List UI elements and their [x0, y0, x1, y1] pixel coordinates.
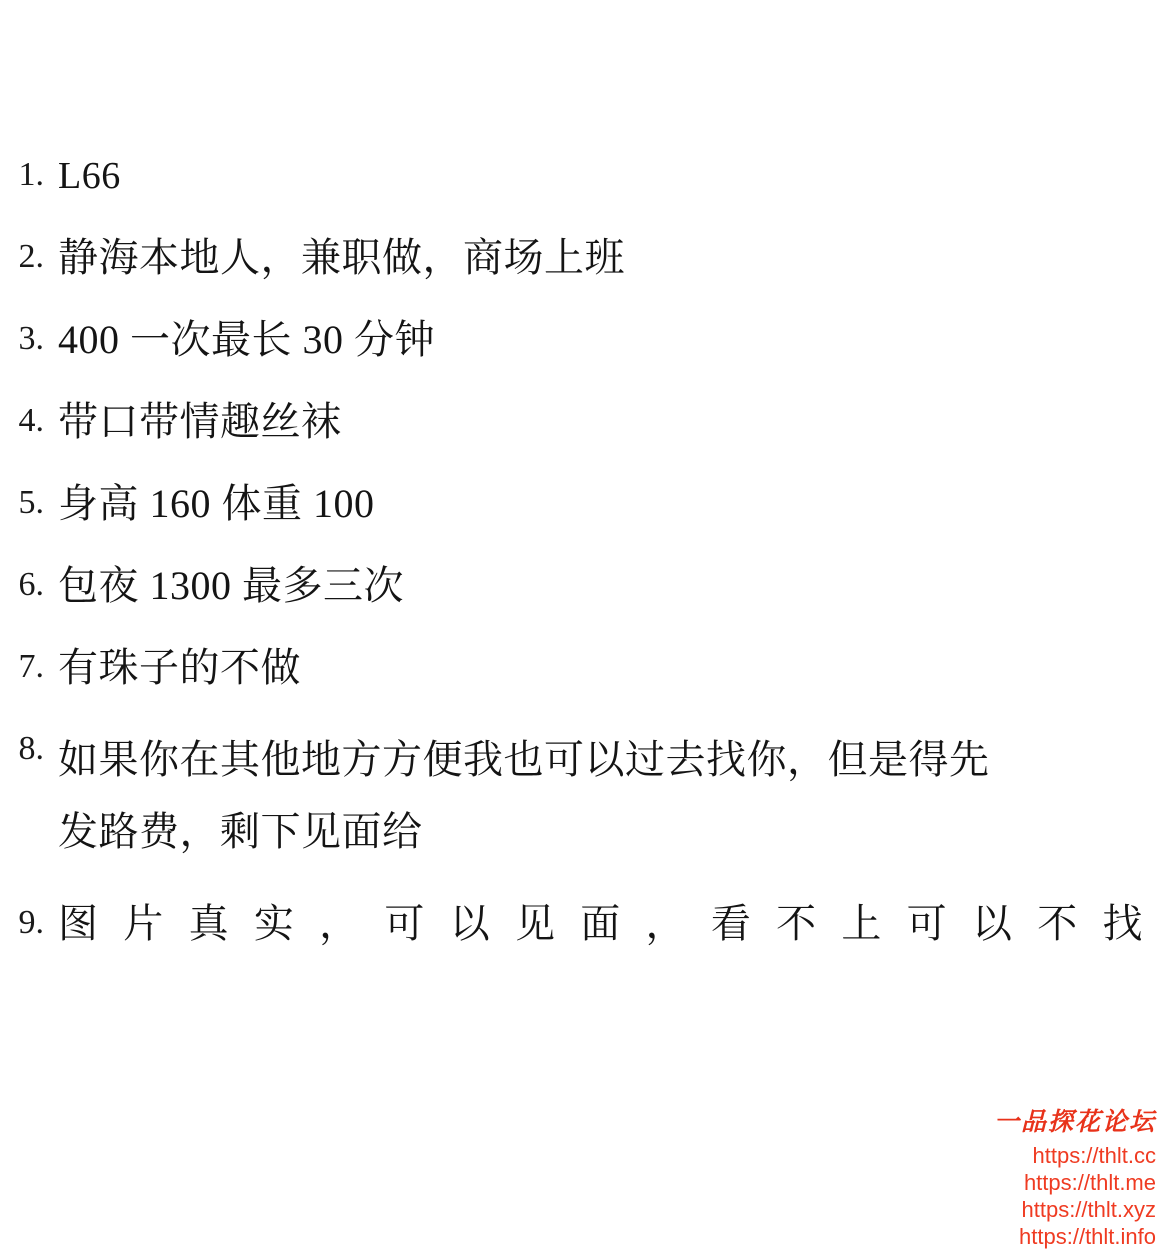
list-item-char: 面: [580, 901, 621, 946]
list-item-text: 带口带情趣丝袜: [58, 399, 342, 444]
list-item-text: 有珠子的不做: [58, 645, 301, 690]
list-item-marker: 1.: [18, 156, 44, 193]
list-item-char: ，: [319, 901, 360, 946]
list-item-char: 找: [1102, 901, 1143, 946]
list-item-char: 不: [1037, 901, 1078, 946]
list-item-marker: 7.: [18, 648, 44, 685]
watermark-url: https://thlt.cc: [1032, 1143, 1156, 1168]
list-item: [0, 314, 1170, 366]
list-item-char: 实: [253, 901, 295, 946]
list-item-char: 真: [188, 901, 230, 946]
list-item-marker: 2.: [18, 238, 44, 275]
list-item-char: 可: [384, 901, 425, 946]
list-item-marker: 8.: [18, 730, 44, 767]
list-item: [0, 478, 1170, 530]
list-item-text: [58, 898, 1143, 950]
watermark-url: https://thlt.xyz: [1021, 1197, 1156, 1222]
list-item-char: 不: [776, 901, 817, 946]
list-item-char: 看: [710, 901, 752, 946]
list-item-char: 片: [123, 901, 164, 946]
list-item-marker: 6.: [18, 566, 44, 603]
list-item: [0, 232, 1170, 284]
watermark-title: 一品探花论坛: [993, 1109, 1156, 1136]
list-item-char: 以: [449, 901, 491, 946]
list-item: [0, 150, 1170, 202]
list-item-char: 以: [971, 901, 1013, 946]
watermark-url: https://thlt.me: [1023, 1170, 1156, 1195]
list-item-text: L66: [58, 155, 121, 197]
list-item-marker: 3.: [18, 320, 44, 357]
list-item-marker: 9.: [18, 904, 44, 941]
list-item: [0, 396, 1170, 448]
list-item: [0, 898, 1170, 950]
list-item-char: 图: [58, 901, 99, 946]
list-item-marker: 4.: [18, 402, 44, 439]
list-item-text: 静海本地人，兼职做，商场上班: [58, 235, 625, 280]
list-item-char: ，: [645, 901, 687, 946]
list-item: [0, 724, 1170, 868]
watermark: [994, 1102, 1156, 1250]
list-item-marker: 5.: [18, 484, 44, 521]
list-item-char: 见: [514, 901, 556, 946]
list-item-char: 上: [841, 901, 882, 946]
list-item-text-line-1: 如果你在其他地方方便我也可以过去找你，但是得先: [58, 737, 990, 782]
numbered-list: [0, 150, 1170, 980]
list-item-text: 包夜 1300 最多三次: [58, 563, 404, 608]
list-item-text: 400 一次最长 30 分钟: [58, 317, 435, 362]
watermark-url: https://thlt.info: [1019, 1224, 1156, 1249]
list-item-text-line-2: 发路费，剩下见面给: [58, 809, 423, 854]
list-item-text: 身高 160 体重 100: [58, 481, 375, 526]
list-item: [0, 642, 1170, 694]
list-item: [0, 560, 1170, 612]
list-item-text: [58, 724, 1153, 868]
list-item-char: 可: [906, 901, 948, 946]
